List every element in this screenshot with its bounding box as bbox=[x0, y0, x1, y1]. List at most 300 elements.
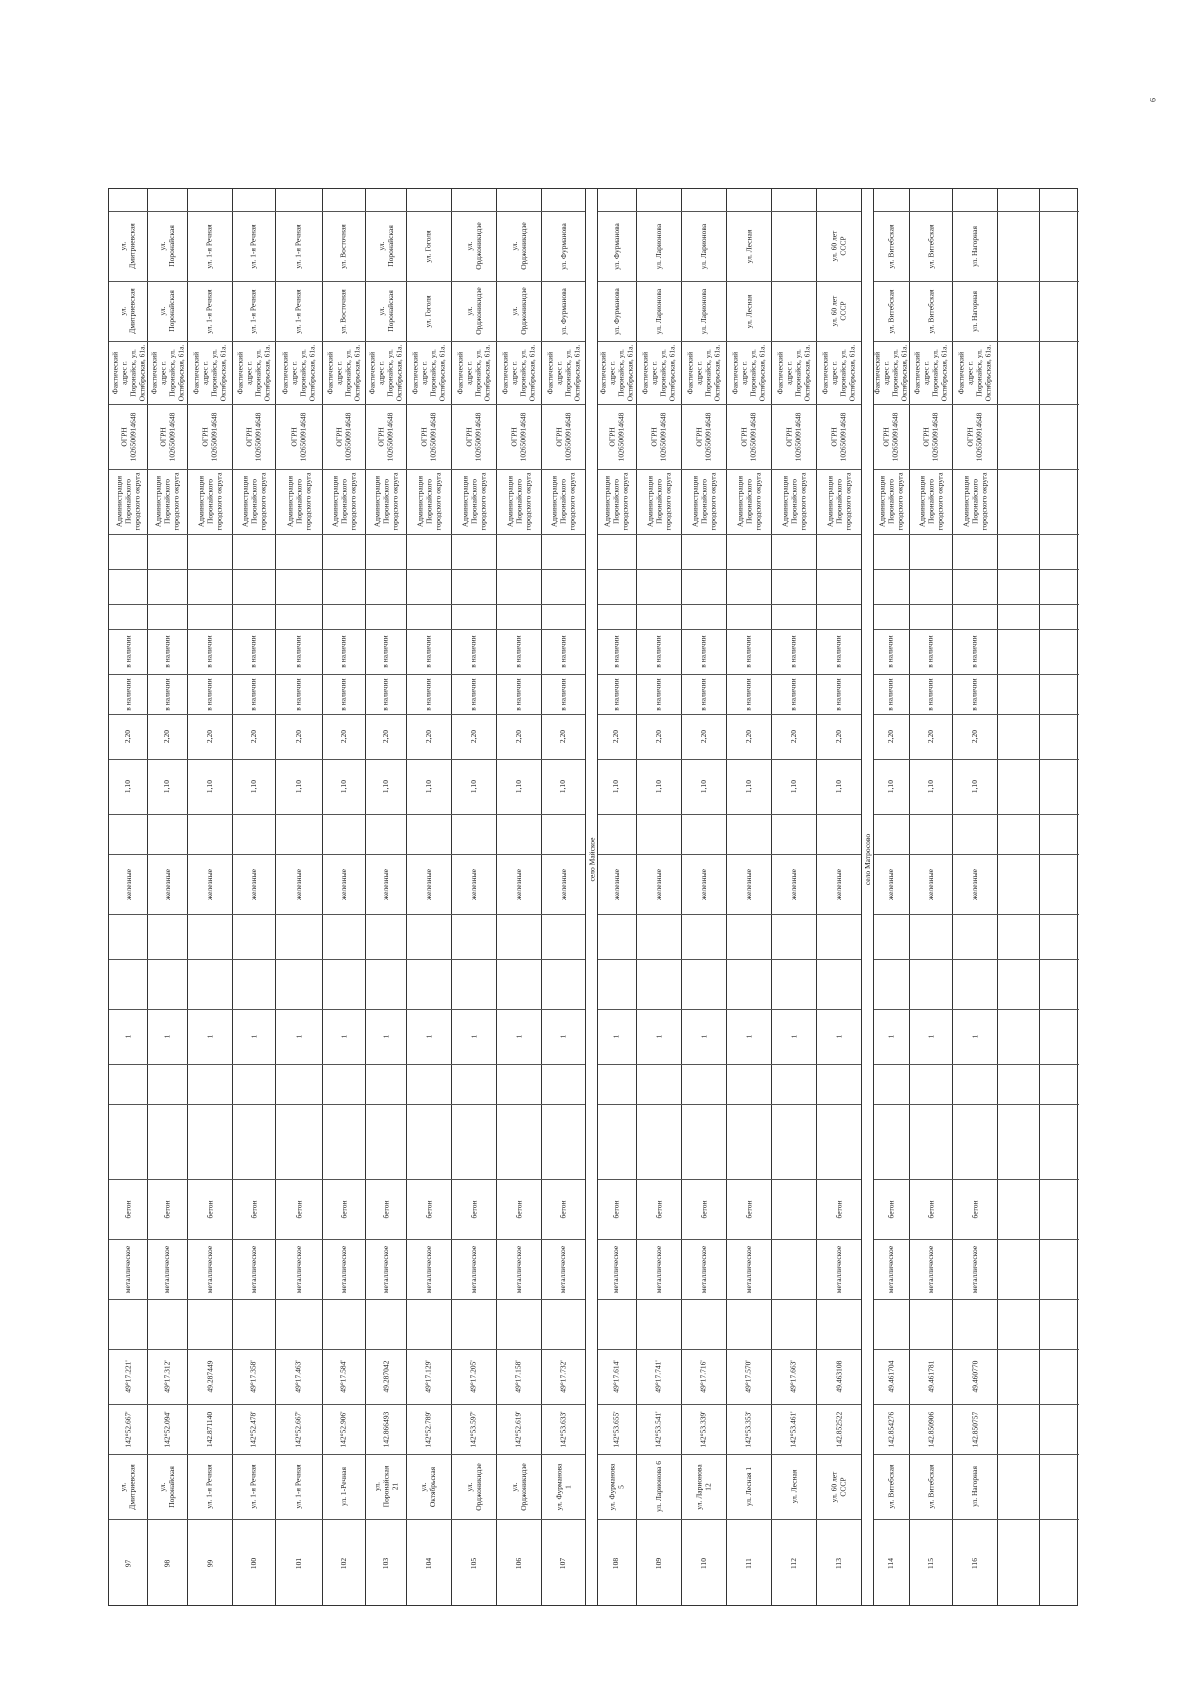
cell-lat: 142°53.353' bbox=[743, 1410, 753, 1448]
cell-cover: металлическое bbox=[381, 1245, 391, 1293]
table-cell bbox=[322, 1454, 365, 1519]
table-cell bbox=[406, 1349, 451, 1404]
cell-avail2: в наличии bbox=[558, 635, 568, 668]
table-cell bbox=[952, 759, 997, 814]
cell-lat: 142°52.478' bbox=[248, 1410, 258, 1448]
cell-s1: ул. Орджоникидзе bbox=[464, 287, 483, 335]
table-cell bbox=[275, 1519, 322, 1607]
table-cell bbox=[109, 1349, 147, 1404]
cell-avail2: в наличии bbox=[204, 635, 214, 668]
cell-lon: 49°17.158' bbox=[513, 1360, 523, 1393]
table-cell bbox=[872, 1349, 909, 1404]
table-cell bbox=[771, 1179, 816, 1239]
table-cell bbox=[816, 469, 861, 534]
table-cell bbox=[726, 1009, 771, 1064]
table-cell bbox=[771, 1404, 816, 1454]
cell-base: бетон bbox=[699, 1200, 708, 1218]
table-cell bbox=[636, 1454, 681, 1519]
cell-owner: Администрация Поронайского городского округа bbox=[549, 472, 577, 531]
table-cell bbox=[952, 629, 997, 674]
table-cell bbox=[451, 629, 496, 674]
cell-ogrn: ОГРН 1026500914648 bbox=[554, 412, 572, 461]
table-cell bbox=[451, 341, 496, 404]
table-cell bbox=[681, 1179, 726, 1239]
table-cell bbox=[681, 211, 726, 281]
cell-v1: 1,10 bbox=[926, 779, 935, 794]
cell-ogrn: ОГРН 1026500914648 bbox=[784, 412, 803, 461]
table-cell bbox=[109, 759, 147, 814]
cell-base: бетон bbox=[205, 1200, 214, 1218]
table-cell bbox=[726, 1454, 771, 1519]
table-cell bbox=[952, 281, 997, 341]
table-cell bbox=[496, 281, 541, 341]
table-cell bbox=[275, 1404, 322, 1454]
cell-v1: 1,10 bbox=[162, 779, 172, 794]
page-number: 9 bbox=[1148, 98, 1157, 102]
cell-owner: Администрация Поронайского городского округа bbox=[114, 472, 142, 531]
table-cell bbox=[872, 714, 909, 759]
table-cell bbox=[541, 1519, 585, 1607]
cell-addr: Фактический адрес г. Поронайск, ул. Октябрьская, 61а. bbox=[956, 344, 993, 401]
cell-material: железные bbox=[743, 868, 753, 900]
table-cell bbox=[816, 281, 861, 341]
table-cell bbox=[636, 1404, 681, 1454]
table-cell bbox=[596, 1239, 636, 1299]
table-cell bbox=[322, 714, 365, 759]
table-cell bbox=[771, 854, 816, 914]
table-cell bbox=[406, 469, 451, 534]
cell-cover: металлическое bbox=[469, 1245, 479, 1293]
cell-lat: 142.871140 bbox=[204, 1411, 214, 1447]
table-cell bbox=[952, 1454, 997, 1519]
table-cell bbox=[451, 714, 496, 759]
cell-avail1: в наличии bbox=[969, 677, 979, 711]
table-cell bbox=[596, 1179, 636, 1239]
cell-count: 1 bbox=[162, 1034, 172, 1039]
table-cell bbox=[275, 469, 322, 534]
cell-lat: 142°52.094' bbox=[162, 1410, 172, 1448]
table-cell bbox=[596, 469, 636, 534]
cell-cover: металлическое bbox=[162, 1245, 172, 1293]
cell-count: 1 bbox=[424, 1034, 433, 1039]
table-cell bbox=[322, 1239, 365, 1299]
table-cell bbox=[681, 854, 726, 914]
cell-ogrn: ОГРН 1026500914648 bbox=[119, 412, 137, 461]
table-cell bbox=[232, 714, 275, 759]
cell-addr: Фактический адрес г. Поронайск, ул. Октябрьская, 61а. bbox=[912, 344, 949, 401]
table-cell bbox=[232, 1239, 275, 1299]
table-cell bbox=[365, 341, 406, 404]
table-cell bbox=[322, 341, 365, 404]
cell-material: железные bbox=[969, 868, 979, 900]
cell-material: железные bbox=[833, 868, 843, 900]
cell-avail1: в наличии bbox=[788, 677, 798, 711]
table-cell bbox=[726, 854, 771, 914]
cell-s2: ул. 1-я Речная bbox=[249, 223, 259, 269]
cell-num: 99 bbox=[205, 1559, 214, 1567]
cell-lat: 142°53.597' bbox=[468, 1410, 478, 1448]
cell-s2: ул. Гоголя bbox=[423, 229, 433, 263]
cell-avail1: в наличии bbox=[338, 677, 348, 711]
table-cell bbox=[872, 281, 909, 341]
table-cell bbox=[187, 404, 232, 469]
table-cell bbox=[816, 759, 861, 814]
cell-s1: ул. Гоголя bbox=[423, 294, 433, 328]
cell-num: 113 bbox=[833, 1557, 843, 1569]
table-cell bbox=[187, 1009, 232, 1064]
cell-base: бетон bbox=[424, 1200, 433, 1218]
cell-v1: 1,10 bbox=[469, 779, 478, 794]
table-cell bbox=[952, 1404, 997, 1454]
table-cell bbox=[872, 674, 909, 714]
cell-avail1: в наличии bbox=[204, 677, 214, 711]
cell-addr: Фактический адрес г. Поронайск, ул. Октябрьская, 61а. bbox=[640, 344, 677, 401]
table-cell bbox=[636, 629, 681, 674]
table-cell bbox=[636, 1349, 681, 1404]
cell-lat: 142°52.667' bbox=[123, 1410, 133, 1448]
cell-s1: ул. Ларионова bbox=[699, 288, 709, 334]
table-cell bbox=[451, 404, 496, 469]
cell-avail1: в наличии bbox=[611, 677, 621, 711]
table-cell bbox=[909, 854, 952, 914]
table-cell bbox=[147, 629, 187, 674]
table-cell bbox=[406, 1179, 451, 1239]
cell-lon: 49°17.221' bbox=[123, 1360, 133, 1393]
cell-base: бетон bbox=[469, 1200, 478, 1218]
cell-count: 1 bbox=[123, 1034, 133, 1039]
table-cell bbox=[596, 629, 636, 674]
table-cell bbox=[109, 1404, 147, 1454]
table-cell bbox=[816, 1239, 861, 1299]
cell-avail2: в наличии bbox=[743, 635, 753, 668]
cell-addr: Фактический адрес г. Поронайск, ул. Октябрьская, 61а. bbox=[410, 344, 447, 401]
table-cell bbox=[872, 1454, 909, 1519]
table-cell bbox=[909, 714, 952, 759]
cell-street: ул. 60 лет СССР bbox=[829, 1471, 848, 1502]
table-cell bbox=[909, 281, 952, 341]
table-cell bbox=[147, 1009, 187, 1064]
table-cell bbox=[596, 1519, 636, 1607]
cell-street: ул. 1-я Речная bbox=[249, 1464, 259, 1509]
cell-num: 101 bbox=[294, 1557, 303, 1569]
cell-base: бетон bbox=[926, 1200, 935, 1218]
cell-ogrn: ОГРН 1026500914648 bbox=[244, 412, 263, 461]
table-cell bbox=[322, 281, 365, 341]
table-cell bbox=[541, 469, 585, 534]
cell-addr: Фактический адрес г. Поронайск, ул. Октябрьская, 61а. bbox=[775, 344, 812, 401]
cell-v1: 1,10 bbox=[205, 779, 214, 794]
cell-s2: ул. 1-я Речная bbox=[204, 223, 214, 269]
cell-addr: Фактический адрес г. Поронайск, ул. Октябрьская, 61а. bbox=[500, 344, 537, 401]
table-cell bbox=[109, 211, 147, 281]
cell-num: 110 bbox=[698, 1557, 708, 1569]
table-cell bbox=[496, 674, 541, 714]
cell-lon: 49.287042 bbox=[381, 1360, 390, 1393]
cell-avail2: в наличии bbox=[611, 635, 621, 668]
table-cell bbox=[541, 714, 585, 759]
cell-count: 1 bbox=[886, 1034, 895, 1039]
table-cell bbox=[726, 1404, 771, 1454]
cell-count: 1 bbox=[205, 1034, 214, 1039]
cell-base: бетон bbox=[294, 1200, 303, 1218]
table-cell bbox=[232, 629, 275, 674]
table-cell bbox=[187, 281, 232, 341]
table-cell bbox=[816, 714, 861, 759]
cell-s1: ул. 60 лет СССР bbox=[829, 295, 848, 327]
table-cell bbox=[541, 1239, 585, 1299]
table-cell bbox=[365, 404, 406, 469]
cell-street: ул. 1-Речная bbox=[338, 1467, 348, 1506]
cell-owner: Администрация Поронайского городского округа bbox=[460, 472, 488, 531]
table-cell bbox=[596, 1454, 636, 1519]
table-cell bbox=[816, 404, 861, 469]
table-cell bbox=[872, 629, 909, 674]
table-cell bbox=[816, 1404, 861, 1454]
table-cell bbox=[109, 854, 147, 914]
cell-owner: Администрация Поронайского городского округа bbox=[917, 472, 945, 531]
cell-cover: металлическое bbox=[294, 1245, 304, 1293]
cell-lat: 142°52.789' bbox=[423, 1410, 433, 1448]
table-cell bbox=[681, 1454, 726, 1519]
cell-lat: 142°52.619' bbox=[513, 1410, 523, 1448]
cell-addr: Фактический адрес г. Поронайск, ул. Октябрьская, 61а. bbox=[455, 344, 492, 401]
cell-addr: Фактический адрес г. Поронайск, ул. Октябрьская, 61а. bbox=[235, 344, 272, 401]
table-cell bbox=[541, 1009, 585, 1064]
table-cell bbox=[147, 759, 187, 814]
cell-v1: 1,10 bbox=[294, 779, 303, 794]
table-cell bbox=[909, 404, 952, 469]
cell-v2: 2,20 bbox=[926, 729, 935, 744]
table-cell bbox=[365, 1349, 406, 1404]
table-cell bbox=[322, 211, 365, 281]
table-cell bbox=[451, 854, 496, 914]
cell-num: 115 bbox=[925, 1557, 935, 1569]
table-cell bbox=[596, 714, 636, 759]
cell-s2: ул. Поронайская bbox=[158, 225, 177, 267]
cell-v2: 2,20 bbox=[789, 729, 798, 744]
cell-lat: 142.854276 bbox=[886, 1411, 895, 1447]
table-cell bbox=[726, 469, 771, 534]
cell-s2: ул. Фурманова bbox=[611, 222, 621, 270]
table-cell bbox=[541, 281, 585, 341]
table-cell bbox=[322, 1009, 365, 1064]
table-cell bbox=[109, 469, 147, 534]
table-cell bbox=[596, 854, 636, 914]
cell-addr: Фактический адрес г. Поронайск, ул. Октябрьская, 61а. bbox=[730, 344, 767, 401]
cell-street: ул. Поронайская 21 bbox=[372, 1465, 400, 1508]
table-cell bbox=[322, 1519, 365, 1607]
table-cell bbox=[636, 674, 681, 714]
table-cell bbox=[541, 1454, 585, 1519]
table-cell bbox=[109, 281, 147, 341]
cell-v1: 1,10 bbox=[381, 779, 390, 794]
table-cell bbox=[147, 1179, 187, 1239]
cell-material: железные bbox=[698, 868, 708, 900]
cell-lon: 49°17.716' bbox=[698, 1360, 708, 1393]
cell-avail1: в наличии bbox=[885, 677, 895, 711]
table-cell bbox=[816, 1349, 861, 1404]
table-cell bbox=[771, 211, 816, 281]
cell-cover: металлическое bbox=[654, 1245, 664, 1293]
table-cell bbox=[322, 759, 365, 814]
cell-ogrn: ОГРН 1026500914648 bbox=[607, 412, 625, 461]
cell-v1: 1,10 bbox=[123, 779, 133, 794]
cell-addr: Фактический адрес г. Поронайск, ул. Октябрьская, 61а. bbox=[820, 344, 857, 401]
cell-lon: 49°17.570' bbox=[743, 1360, 753, 1393]
cell-s2: ул. 1-я Речная bbox=[293, 223, 303, 269]
table-cell bbox=[952, 1519, 997, 1607]
table-cell bbox=[816, 674, 861, 714]
table-cell bbox=[275, 211, 322, 281]
column-border bbox=[997, 189, 998, 1605]
table-cell bbox=[909, 1404, 952, 1454]
cell-count: 1 bbox=[294, 1034, 303, 1039]
cell-v2: 2,20 bbox=[654, 729, 663, 744]
cell-owner: Администрация Поронайского городского округа bbox=[690, 472, 718, 531]
table-cell bbox=[187, 469, 232, 534]
table-cell bbox=[147, 1239, 187, 1299]
table-cell bbox=[322, 1349, 365, 1404]
cell-lat: 142°52.906' bbox=[338, 1410, 348, 1448]
cell-avail2: в наличии bbox=[833, 635, 843, 668]
cell-addr: Фактический адрес г. Поронайск, ул. Октябрьская, 61а. bbox=[149, 344, 186, 401]
table-cell bbox=[909, 1179, 952, 1239]
cell-num: 104 bbox=[424, 1557, 433, 1569]
cell-avail2: в наличии bbox=[925, 635, 935, 668]
cell-s1: ул. 1-я Речная bbox=[204, 288, 214, 334]
cell-lat: 142°52.667' bbox=[293, 1410, 303, 1448]
cell-count: 1 bbox=[339, 1034, 348, 1039]
table-cell bbox=[771, 1454, 816, 1519]
cell-street: ул. Орджоникидзе bbox=[464, 1462, 483, 1511]
cell-v1: 1,10 bbox=[886, 779, 895, 794]
table-cell bbox=[636, 404, 681, 469]
table-cell bbox=[541, 1349, 585, 1404]
cell-s1: ул. Ларионова bbox=[654, 288, 664, 334]
table-cell bbox=[406, 714, 451, 759]
cell-addr: Фактический адрес г. Поронайск, ул. Октябрьская, 61а. bbox=[598, 344, 635, 401]
cell-addr: Фактический адрес г. Поронайск, ул. Октябрьская, 61а. bbox=[110, 344, 147, 401]
cell-lat: 142.852522 bbox=[834, 1411, 843, 1447]
table-cell bbox=[596, 1404, 636, 1454]
table-cell bbox=[771, 759, 816, 814]
table-cell bbox=[365, 1404, 406, 1454]
table-cell bbox=[147, 1349, 187, 1404]
cell-num: 116 bbox=[969, 1557, 979, 1569]
cell-avail2: в наличии bbox=[162, 635, 172, 668]
table-cell bbox=[952, 714, 997, 759]
table-cell bbox=[541, 674, 585, 714]
cell-material: железные bbox=[248, 868, 258, 900]
table-cell bbox=[496, 1404, 541, 1454]
table-cell bbox=[816, 854, 861, 914]
cell-material: железные bbox=[204, 868, 214, 900]
cell-ogrn: ОГРН 1026500914648 bbox=[509, 412, 528, 461]
table-cell bbox=[147, 854, 187, 914]
cell-addr: Фактический адрес г. Поронайск, ул. Октябрьская, 61а. bbox=[191, 344, 228, 401]
table-cell bbox=[406, 854, 451, 914]
cell-count: 1 bbox=[654, 1034, 663, 1039]
table-cell bbox=[872, 1239, 909, 1299]
cell-count: 1 bbox=[558, 1034, 568, 1039]
table-cell bbox=[872, 469, 909, 534]
table-cell bbox=[232, 211, 275, 281]
table-cell bbox=[275, 1349, 322, 1404]
table-cell bbox=[952, 211, 997, 281]
table-cell bbox=[496, 1519, 541, 1607]
cell-owner: Администрация Поронайского городского округа bbox=[825, 472, 853, 531]
cell-v1: 1,10 bbox=[970, 779, 979, 794]
cell-street: ул. Лесная 1 bbox=[744, 1466, 753, 1507]
cell-cover: металлическое bbox=[424, 1245, 434, 1293]
cell-base: бетон bbox=[381, 1200, 390, 1218]
table-cell bbox=[816, 1009, 861, 1064]
table-cell bbox=[496, 854, 541, 914]
cell-street: ул. Фурманова 5 bbox=[607, 1463, 626, 1510]
cell-avail2: в наличии bbox=[468, 635, 478, 668]
cell-avail1: в наличии bbox=[248, 677, 258, 711]
cell-street: ул. Октябрьская bbox=[419, 1466, 438, 1507]
cell-base: бетон bbox=[744, 1200, 753, 1218]
table-cell bbox=[451, 674, 496, 714]
cell-lon: 49°17.741' bbox=[653, 1360, 663, 1393]
table-cell bbox=[147, 714, 187, 759]
cell-lon: 49°17.312' bbox=[162, 1360, 172, 1393]
table-cell bbox=[109, 714, 147, 759]
table-cell bbox=[275, 1239, 322, 1299]
cell-avail1: в наличии bbox=[423, 677, 433, 711]
table-cell bbox=[726, 629, 771, 674]
cell-s1: ул. Дмитриевская bbox=[119, 288, 138, 334]
table-cell bbox=[187, 1404, 232, 1454]
table-cell bbox=[147, 211, 187, 281]
cell-s2: ул. 60 лет СССР bbox=[829, 230, 848, 262]
table-cell bbox=[147, 469, 187, 534]
table-cell bbox=[952, 1349, 997, 1404]
table-cell bbox=[636, 1239, 681, 1299]
cell-v2: 2,20 bbox=[558, 729, 568, 744]
table-cell bbox=[681, 1349, 726, 1404]
table-cell bbox=[596, 404, 636, 469]
cell-avail2: в наличии bbox=[123, 635, 133, 668]
table-cell bbox=[541, 1404, 585, 1454]
table-cell bbox=[322, 629, 365, 674]
table-cell bbox=[232, 341, 275, 404]
table-cell bbox=[406, 674, 451, 714]
cell-street: ул. Дмитриевская bbox=[119, 1463, 138, 1510]
cell-material: железные bbox=[468, 868, 478, 900]
table-cell bbox=[187, 1454, 232, 1519]
table-cell bbox=[872, 211, 909, 281]
table-cell bbox=[232, 1349, 275, 1404]
table-cell bbox=[596, 674, 636, 714]
cell-v1: 1,10 bbox=[789, 779, 798, 794]
cell-material: железные bbox=[380, 868, 390, 900]
cell-owner: Администрация Поронайского городского округа bbox=[961, 472, 989, 531]
table-cell bbox=[816, 1454, 861, 1519]
table-cell bbox=[952, 341, 997, 404]
cell-ogrn: ОГРН 1026500914648 bbox=[694, 412, 713, 461]
table-cell bbox=[726, 1239, 771, 1299]
cell-s1: ул. Поронайская bbox=[376, 290, 395, 332]
table-cell bbox=[771, 469, 816, 534]
cell-num: 109 bbox=[654, 1557, 663, 1569]
table-cell bbox=[952, 1009, 997, 1064]
table-cell bbox=[365, 1454, 406, 1519]
table-cell bbox=[726, 281, 771, 341]
cell-v1: 1,10 bbox=[834, 779, 843, 794]
cell-avail1: в наличии bbox=[468, 677, 478, 711]
